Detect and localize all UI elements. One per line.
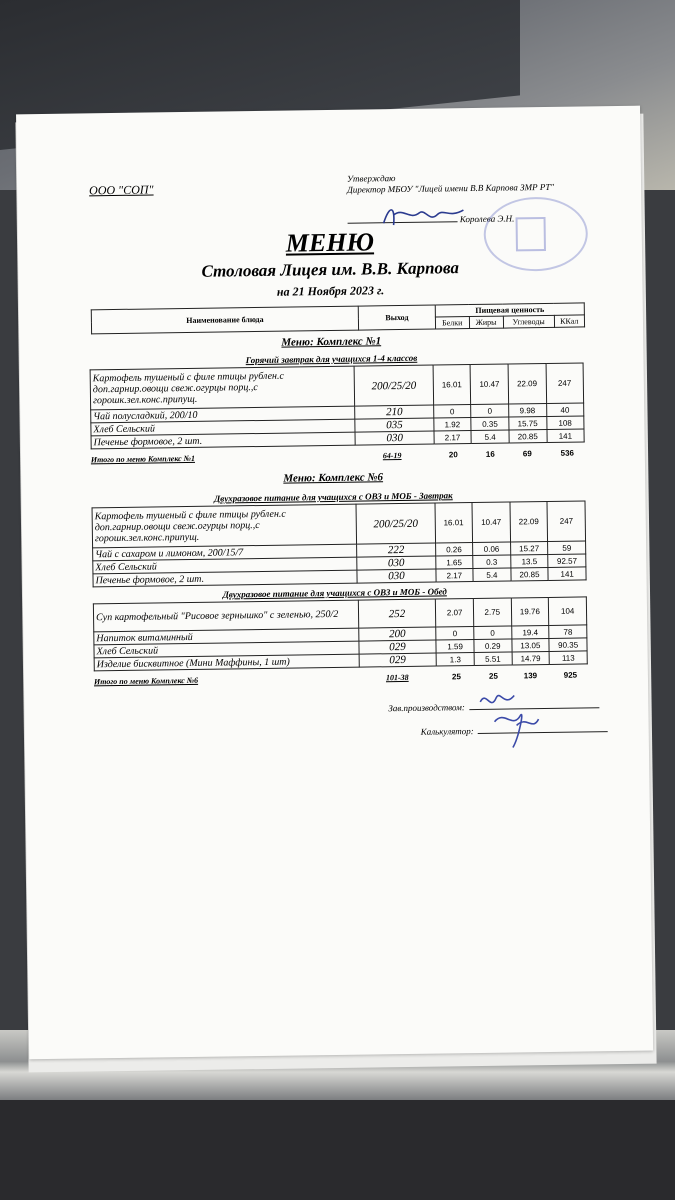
- total-protein: 25: [451, 672, 461, 682]
- total-label: Итого по меню Комплекс №6: [93, 675, 199, 687]
- dish-out: 030: [357, 569, 435, 583]
- dish-out: 252: [358, 599, 436, 628]
- dish-fat: 0.35: [471, 417, 509, 431]
- dish-protein: 2.07: [436, 599, 474, 628]
- dish-carbs: 15.27: [510, 541, 548, 555]
- dish-kcal: 90.35: [549, 638, 587, 652]
- dish-kcal: 141: [546, 429, 584, 443]
- dish-name: Картофель тушеный с филе птицы рублен.с доп.гарнир.овощи свеж.огурцы порц.,с горошк.зел.конс.припущ.: [90, 366, 355, 410]
- approval-block: [347, 170, 587, 195]
- dish-protein: 16.01: [433, 365, 471, 406]
- dish-name: Изделие бисквитное (Мини Маффины, 1 шт): [94, 654, 359, 671]
- total-protein: 20: [448, 450, 458, 460]
- dish-protein: 2.17: [435, 569, 473, 583]
- dish-protein: 1.3: [436, 653, 474, 667]
- dish-kcal: 141: [548, 567, 586, 581]
- total-fat: 25: [488, 671, 498, 681]
- dish-kcal: 104: [549, 597, 587, 626]
- dish-kcal: 78: [549, 625, 587, 639]
- dish-out: 035: [355, 418, 433, 432]
- dish-fat: 0.3: [473, 555, 511, 569]
- total-label: Итого по меню Комплекс №1: [90, 453, 195, 465]
- dish-protein: 0: [433, 405, 471, 419]
- dish-carbs: 13.5: [510, 554, 548, 568]
- total-carbs: 69: [522, 449, 532, 459]
- dish-fat: 2.75: [473, 598, 511, 627]
- col-kcal: ККал: [554, 315, 585, 327]
- approver-name: Королева Э.Н.: [459, 213, 515, 225]
- total-out: 64-19: [382, 451, 402, 461]
- dish-name: Печенье формовое, 2 шт.: [93, 570, 358, 587]
- dish-protein: 1.92: [433, 418, 471, 432]
- approve-word: Утверждаю: [346, 173, 396, 184]
- dish-carbs: 9.98: [509, 403, 547, 417]
- dish-name: Суп картофельный "Рисовое зернышко" с зеленью, 250/2: [93, 600, 358, 632]
- col-name: Наименование блюда: [91, 306, 358, 334]
- dish-out: 222: [357, 543, 435, 557]
- dish-carbs: 22.09: [508, 363, 546, 404]
- dish-carbs: 14.79: [512, 651, 550, 665]
- dish-kcal: 92.57: [548, 554, 586, 568]
- dish-fat: 5.51: [474, 652, 512, 666]
- table-row: [90, 363, 584, 410]
- dish-out: 030: [355, 431, 433, 445]
- production-head-label: Зав.производством:: [388, 702, 465, 714]
- complex6-subtitle-lunch: Двухразовое питание для учащихся с ОВЗ и МОБ - Обед: [222, 586, 447, 600]
- dish-protein: 16.01: [434, 503, 472, 544]
- total-kcal: 925: [563, 670, 578, 680]
- dish-out: 200/25/20: [356, 503, 435, 544]
- dish-name: Картофель тушеный с филе птицы рублен.с доп.гарнир.овощи свеж.огурцы порц.,с горошк.зел.конс.припущ.: [92, 504, 357, 548]
- dish-fat: 10.47: [470, 364, 508, 405]
- menu-date: на 21 Ноября 2023 г.: [276, 283, 385, 299]
- complex1-subtitle: Горячий завтрак для учащихся 1-4 классов: [245, 352, 418, 366]
- handwritten-signature: [474, 685, 545, 756]
- complex6-lunch-table: [93, 596, 588, 671]
- dish-protein: 1.65: [435, 556, 473, 570]
- dish-fat: 0.06: [473, 542, 511, 556]
- dish-fat: 0: [474, 626, 512, 640]
- dish-carbs: 22.09: [510, 501, 548, 542]
- complex1-table: [90, 362, 585, 449]
- dish-out: 210: [355, 405, 433, 419]
- complex6-title: Меню: Комплекс №6: [283, 471, 384, 485]
- dish-kcal: 40: [546, 403, 584, 417]
- menu-sheet: [16, 106, 653, 1060]
- dish-carbs: 19.76: [511, 597, 549, 626]
- dish-protein: 0: [436, 627, 474, 641]
- complex1-total: [90, 448, 585, 465]
- dish-fat: 0.29: [474, 639, 512, 653]
- dish-kcal: 247: [547, 501, 585, 542]
- complex1-title: Меню: Комплекс №1: [281, 335, 382, 349]
- organization-name: ООО "СОП": [89, 182, 154, 198]
- col-nutri: Пищевая ценность: [435, 303, 584, 317]
- dish-name: Чай с сахаром и лимоном, 200/15/7: [93, 544, 358, 561]
- dish-name: Печенье формовое, 2 шт.: [91, 432, 356, 449]
- complex6-total: [93, 670, 588, 687]
- page-subtitle: Столовая Лицея им. В.В. Карпова: [201, 258, 460, 281]
- dish-fat: 5.4: [473, 568, 511, 582]
- dish-protein: 2.17: [434, 431, 472, 445]
- dish-carbs: 19.4: [511, 625, 549, 639]
- dish-name: Чай полусладкий, 200/10: [91, 406, 356, 423]
- dish-kcal: 108: [546, 416, 584, 430]
- dish-fat: 10.47: [472, 502, 510, 543]
- complex6-subtitle-breakfast: Двухразовое питание для учащихся с ОВЗ и МОБ - Завтрак: [214, 490, 453, 504]
- dish-carbs: 13.05: [511, 638, 549, 652]
- col-out: Выход: [358, 305, 435, 330]
- dish-kcal: 113: [549, 651, 587, 665]
- dish-kcal: 247: [546, 363, 584, 404]
- dish-name: Напиток витаминный: [94, 628, 359, 645]
- dish-carbs: 20.85: [509, 429, 547, 443]
- dish-protein: 0.26: [435, 543, 473, 557]
- col-carbs: Углеводы: [503, 315, 554, 328]
- total-out: 101-38: [385, 672, 409, 683]
- dish-fat: 0: [471, 404, 509, 418]
- col-fat: Жиры: [469, 316, 503, 328]
- header-table: [91, 302, 585, 334]
- approve-text: Директор МБОУ "Лицей имени В.В Карпова ЗМР РТ": [347, 181, 555, 195]
- complex6-breakfast-table: [92, 500, 587, 587]
- table-row: [92, 501, 586, 548]
- dish-out: 029: [359, 640, 437, 654]
- dish-protein: 1.59: [436, 640, 474, 654]
- dish-fat: 5.4: [471, 430, 509, 444]
- dish-name: Хлеб Сельский: [91, 419, 356, 436]
- dish-name: Хлеб Сельский: [93, 557, 358, 574]
- calculator-label: Калькулятор:: [420, 726, 474, 737]
- dish-carbs: 15.75: [509, 416, 547, 430]
- col-protein: Белки: [435, 317, 469, 329]
- dish-out: 029: [359, 653, 437, 667]
- page-title: МЕНЮ: [285, 227, 375, 258]
- dish-carbs: 20.85: [511, 567, 549, 581]
- dish-out: 030: [357, 556, 435, 570]
- total-fat: 16: [485, 449, 495, 459]
- dish-out: 200: [358, 627, 436, 641]
- dish-kcal: 59: [548, 541, 586, 555]
- dish-name: Хлеб Сельский: [94, 641, 359, 658]
- dish-out: 200/25/20: [355, 365, 434, 406]
- total-kcal: 536: [560, 448, 575, 458]
- total-carbs: 139: [523, 671, 538, 681]
